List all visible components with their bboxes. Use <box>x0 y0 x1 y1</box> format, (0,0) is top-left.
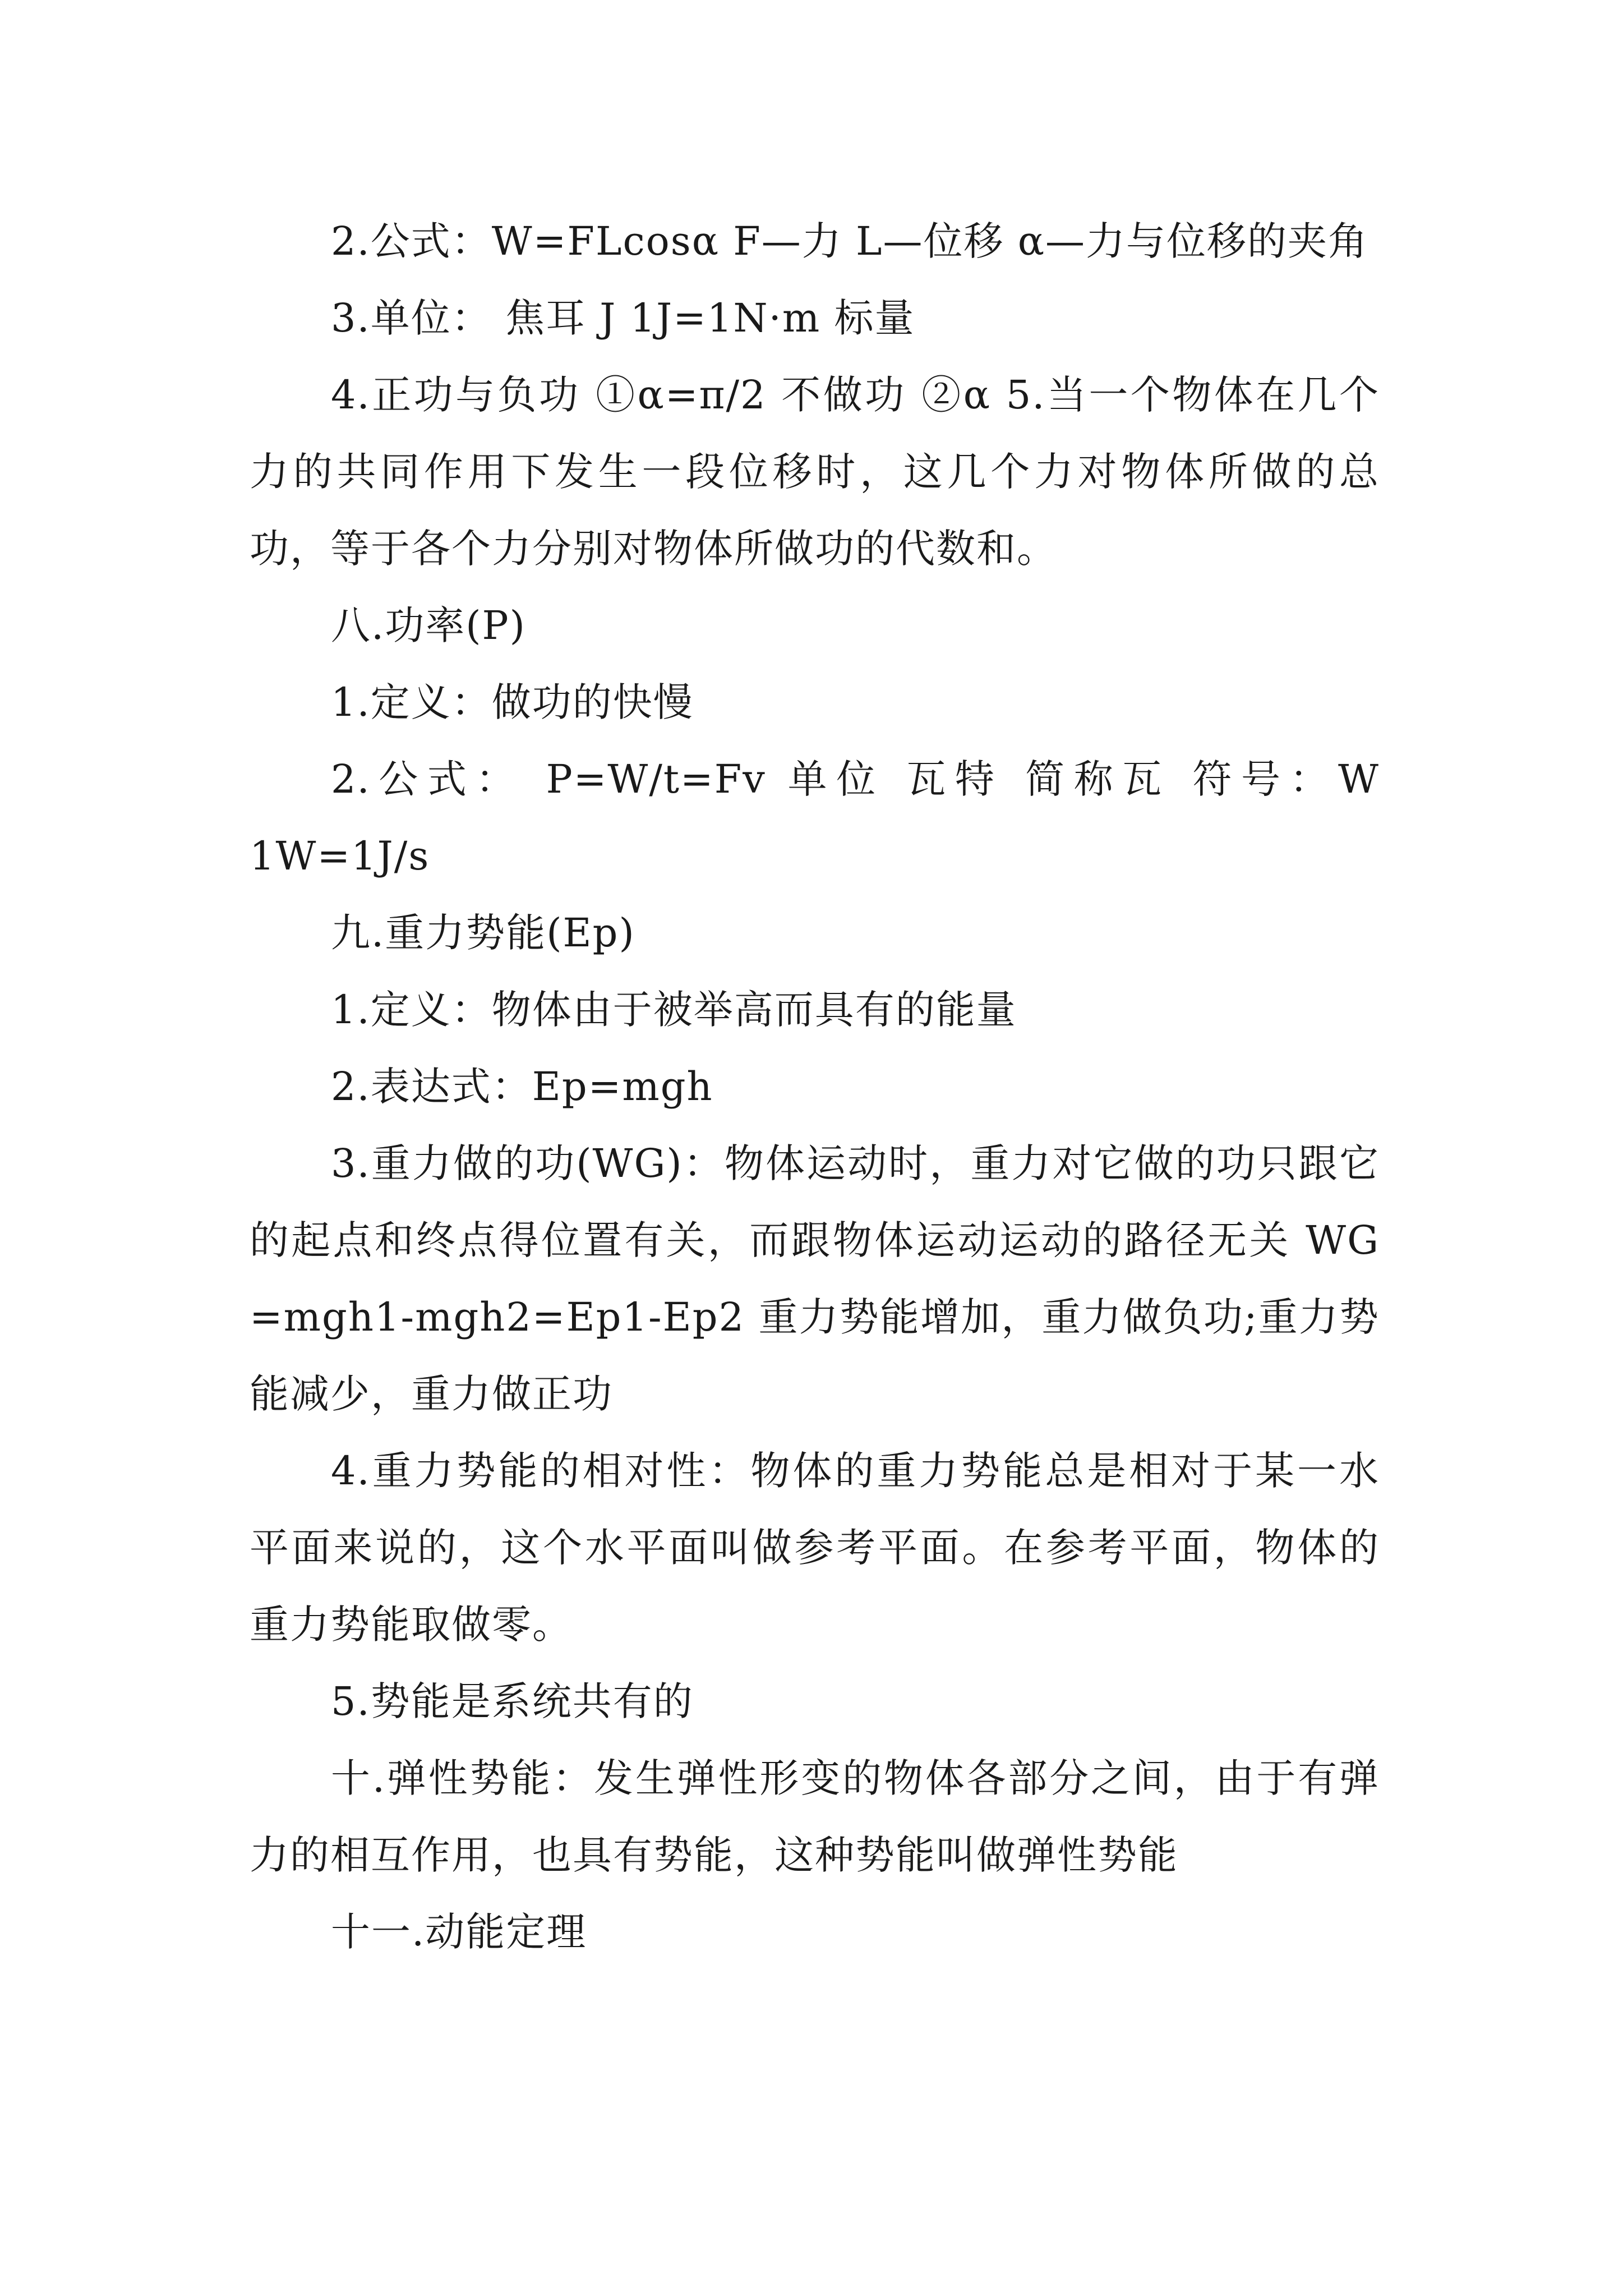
heading-kinetic-energy-theorem: 十一.动能定理 <box>331 1909 587 1955</box>
paragraph-gravity-work: 3.重力做的功(WG)：物体运动时，重力对它做的功只跟它的起点和终点得位置有关，而跟物体运动运动的路径无关 WG =mgh1-mgh2=Ep1-Ep2 重力势能增加，重力做负功;重力势能减少，重力做正功 <box>250 1140 1380 1417</box>
paragraph-potential-energy-system: 5.势能是系统共有的 <box>331 1678 694 1724</box>
paragraph-gpe-definition: 1.定义：物体由于被举高而具有的能量 <box>331 987 1017 1033</box>
paragraph-power-formula: 2.公式： P=W/t=Fv 单位 瓦特 简称瓦 符号：W 1W=1J/s <box>250 756 1380 879</box>
paragraph-work-unit: 3.单位： 焦耳 J 1J=1N·m 标量 <box>331 295 915 341</box>
paragraph-work-formula: 2.公式：W=FLcosα F—力 L—位移 α—力与位移的夹角 <box>331 218 1369 264</box>
paragraph-gpe-expression: 2.表达式：Ep=mgh <box>331 1064 713 1110</box>
paragraph-power-definition: 1.定义：做功的快慢 <box>331 679 694 725</box>
paragraph-elastic-potential-energy: 十.弹性势能：发生弹性形变的物体各部分之间，由于有弹力的相互作用，也具有势能，这种势能叫做弹性势能 <box>250 1755 1380 1878</box>
heading-gravitational-potential-energy: 九.重力势能(Ep) <box>331 910 635 956</box>
document-body <box>250 203 1380 1971</box>
heading-power: 八.功率(P) <box>331 602 526 648</box>
paragraph-gpe-relativity: 4.重力势能的相对性：物体的重力势能总是相对于某一水平面来说的，这个水平面叫做参考平面。在参考平面，物体的重力势能取做零。 <box>250 1448 1380 1648</box>
paragraph-positive-negative-work: 4.正功与负功 ①α=π/2 不做功 ②α 5.当一个物体在几个力的共同作用下发生一段位移时，这几个力对物体所做的总功，等于各个力分别对物体所做功的代数和。 <box>250 372 1380 572</box>
